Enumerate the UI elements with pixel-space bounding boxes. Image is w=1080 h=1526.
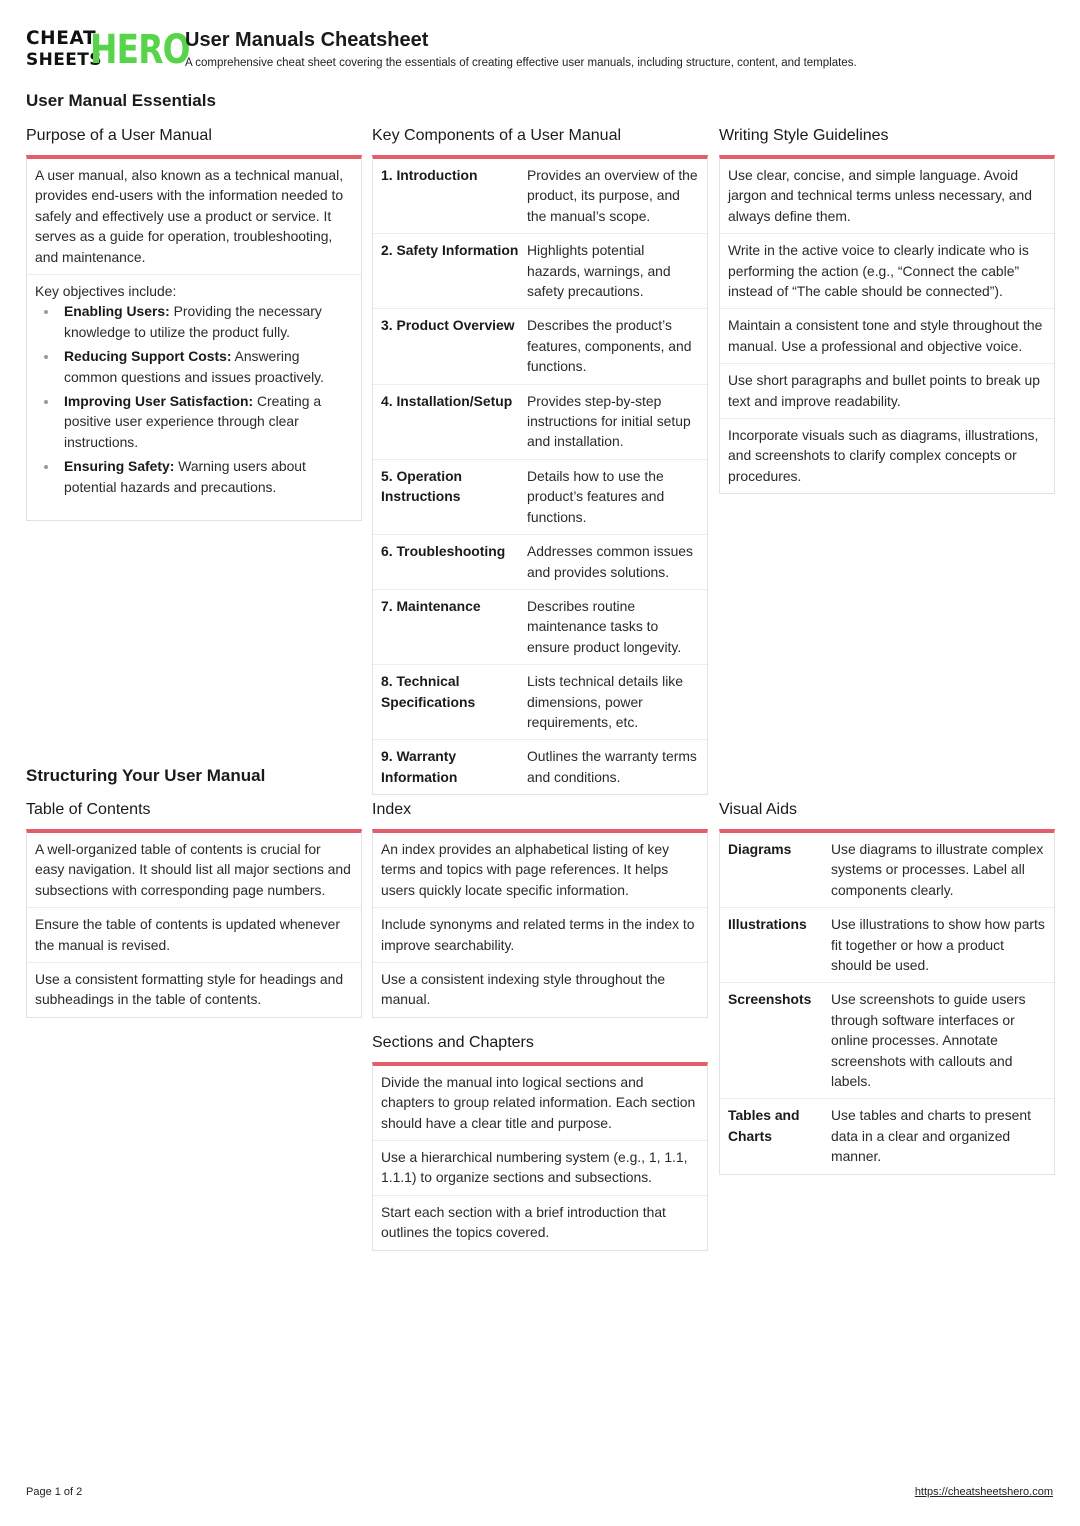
component-name: 4. Installation/Setup xyxy=(381,392,513,409)
objective-term: Ensuring Safety: xyxy=(64,458,175,475)
component-desc: Provides step-by-step instructions for initial setup and installation. xyxy=(527,392,691,450)
list-item xyxy=(35,346,353,387)
table-row xyxy=(720,833,1054,908)
visual-aid-desc: Use tables and charts to present data in a clear and organized manner. xyxy=(831,1107,1031,1165)
list-item: An index provides an alphabetical listing of key terms and topics with page references. It helps users quickly locate specific information. xyxy=(373,833,707,908)
page-title: User Manuals Cheatsheet xyxy=(185,29,429,51)
component-name: 6. Troubleshooting xyxy=(381,543,506,560)
list-item: Use a hierarchical numbering system (e.g., 1, 1.1, 1.1.1) to organize sections and subsections. xyxy=(373,1141,707,1196)
list-item xyxy=(35,391,353,452)
logo-hero-text: HERO xyxy=(90,27,190,73)
list-item: Divide the manual into logical sections and chapters to group related information. Each section should have a clear title and purpose. xyxy=(373,1066,707,1141)
toc-card xyxy=(26,829,362,1018)
table-row xyxy=(373,159,707,234)
component-desc: Addresses common issues and provides solutions. xyxy=(527,543,693,580)
list-item: Use a consistent indexing style throughout the manual. xyxy=(381,971,666,1008)
logo-sheets-text: SHEETS xyxy=(26,50,102,70)
visual-aid-name: Diagrams xyxy=(728,841,792,857)
list-item: Ensure the table of contents is updated whenever the manual is revised. xyxy=(27,908,361,963)
objective-text: Creating a positive user experience through clear instructions. xyxy=(64,393,322,450)
index-heading: Index xyxy=(372,801,412,818)
list-item: A well-organized table of contents is crucial for easy navigation. It should list all major sections and subsections with corresponding page numbers. xyxy=(27,833,361,908)
objective-text: Warning users about potential hazards and precautions. xyxy=(64,458,306,495)
style-column xyxy=(719,125,1055,494)
objective-text: Providing the necessary knowledge to utilize the product fully. xyxy=(64,303,322,340)
component-name: 8. Technical Specifications xyxy=(381,673,476,710)
component-desc: Details how to use the product’s features and functions. xyxy=(527,467,665,525)
sections-card xyxy=(372,1062,708,1251)
component-desc: Lists technical details like dimensions, power requirements, etc. xyxy=(527,673,683,730)
purpose-heading: Purpose of a User Manual xyxy=(26,127,212,144)
visual-aids-column xyxy=(719,799,1055,1175)
list-item: Use clear, concise, and simple language. Avoid jargon and technical terms unless necessary, and always define them. xyxy=(720,159,1054,234)
visual-aid-name: Illustrations xyxy=(728,916,807,933)
list-item xyxy=(35,301,353,342)
page-subtitle: A comprehensive cheat sheet covering the essentials of creating effective user manuals, including structure, content, and templates. xyxy=(185,57,857,69)
list-item: Maintain a consistent tone and style throughout the manual. Use a professional and objective voice. xyxy=(720,309,1054,364)
table-row xyxy=(373,535,707,590)
component-name: 3. Product Overview xyxy=(381,317,515,334)
components-column xyxy=(372,125,708,795)
visual-aid-desc: Use screenshots to guide users through software interfaces or online processes. Annotate screenshots with callouts and labels. xyxy=(831,991,1026,1090)
component-desc: Provides an overview of the product, its purpose, and the manual’s scope. xyxy=(527,167,698,224)
components-heading: Key Components of a User Manual xyxy=(372,127,622,144)
purpose-column xyxy=(26,125,362,521)
index-column xyxy=(372,799,708,1251)
list-item: Start each section with a brief introduction that outlines the topics covered. xyxy=(381,1203,666,1241)
objectives-label: Key objectives include: xyxy=(35,283,177,300)
component-name: 5. Operation Instructions xyxy=(381,467,463,505)
visual-aid-name: Tables and Charts xyxy=(728,1107,800,1144)
index-card xyxy=(372,829,708,1018)
table-row xyxy=(373,460,707,535)
style-card xyxy=(719,155,1055,494)
cheatsheetshero-logo[interactable] xyxy=(26,27,190,73)
page-header xyxy=(26,26,1056,76)
visual-aid-name: Screenshots xyxy=(728,991,812,1008)
table-row xyxy=(720,983,1054,1099)
objective-text: Answering common questions and issues proactively. xyxy=(64,348,324,385)
list-item: Write in the active voice to clearly indicate who is performing the action (e.g., “Connect the cable” instead of “The cable should be connected”). xyxy=(720,234,1054,309)
objective-term: Reducing Support Costs: xyxy=(64,348,232,365)
table-row xyxy=(373,665,707,740)
visual-aid-desc: Use diagrams to illustrate complex systems or processes. Label all components clearly. xyxy=(831,841,1044,898)
site-link[interactable]: https://cheatsheetshero.com xyxy=(914,1486,1053,1498)
list-item: Use short paragraphs and bullet points to break up text and improve readability. xyxy=(720,364,1054,419)
logo-cheat-text: CHEAT xyxy=(26,28,97,49)
purpose-objectives xyxy=(27,275,361,520)
visual-aids-heading: Visual Aids xyxy=(719,801,797,818)
table-row xyxy=(373,234,707,309)
section-title-structuring: Structuring Your User Manual xyxy=(26,766,266,785)
list-item: Use a consistent formatting style for headings and subheadings in the table of contents. xyxy=(35,971,344,1008)
table-row xyxy=(373,385,707,460)
component-name: 9. Warranty Information xyxy=(381,748,458,785)
purpose-card xyxy=(26,155,362,521)
objectives-list xyxy=(35,301,353,497)
toc-heading: Table of Contents xyxy=(26,801,151,818)
toc-column xyxy=(26,799,362,1018)
objective-term: Enabling Users: xyxy=(64,303,170,320)
style-heading: Writing Style Guidelines xyxy=(719,127,889,144)
component-desc: Describes routine maintenance tasks to ensure product longevity. xyxy=(527,597,682,655)
table-row xyxy=(720,908,1054,983)
table-row xyxy=(373,309,707,384)
component-desc: Outlines the warranty terms and conditions. xyxy=(527,748,697,785)
component-desc: Describes the product’s features, components, and functions. xyxy=(527,317,692,375)
page-number: Page 1 of 2 xyxy=(26,1486,83,1498)
section-title-essentials: User Manual Essentials xyxy=(26,91,216,110)
visual-aid-desc: Use illustrations to show how parts fit together or how a product should be used. xyxy=(831,916,1045,974)
purpose-intro: A user manual, also known as a technical manual, provides end-users with the information needed to safely and effectively use a product or service. It serves as a guide for operation, troubleshooting, and maintenance. xyxy=(27,159,361,275)
list-item: Incorporate visuals such as diagrams, illustrations, and screenshots to clarify complex concepts or procedures. xyxy=(728,427,1039,484)
table-row xyxy=(373,740,707,794)
component-name: 1. Introduction xyxy=(381,167,478,183)
components-card xyxy=(372,155,708,795)
table-row xyxy=(720,1099,1054,1173)
objective-term: Improving User Satisfaction: xyxy=(64,393,254,410)
list-item xyxy=(35,456,353,497)
list-item: Include synonyms and related terms in the index to improve searchability. xyxy=(373,908,707,963)
component-name: 2. Safety Information xyxy=(381,242,519,259)
component-name: 7. Maintenance xyxy=(381,597,481,614)
visual-aids-card xyxy=(719,829,1055,1175)
sections-heading: Sections and Chapters xyxy=(372,1033,534,1051)
component-desc: Highlights potential hazards, warnings, and safety precautions. xyxy=(527,242,671,300)
table-row xyxy=(373,590,707,665)
